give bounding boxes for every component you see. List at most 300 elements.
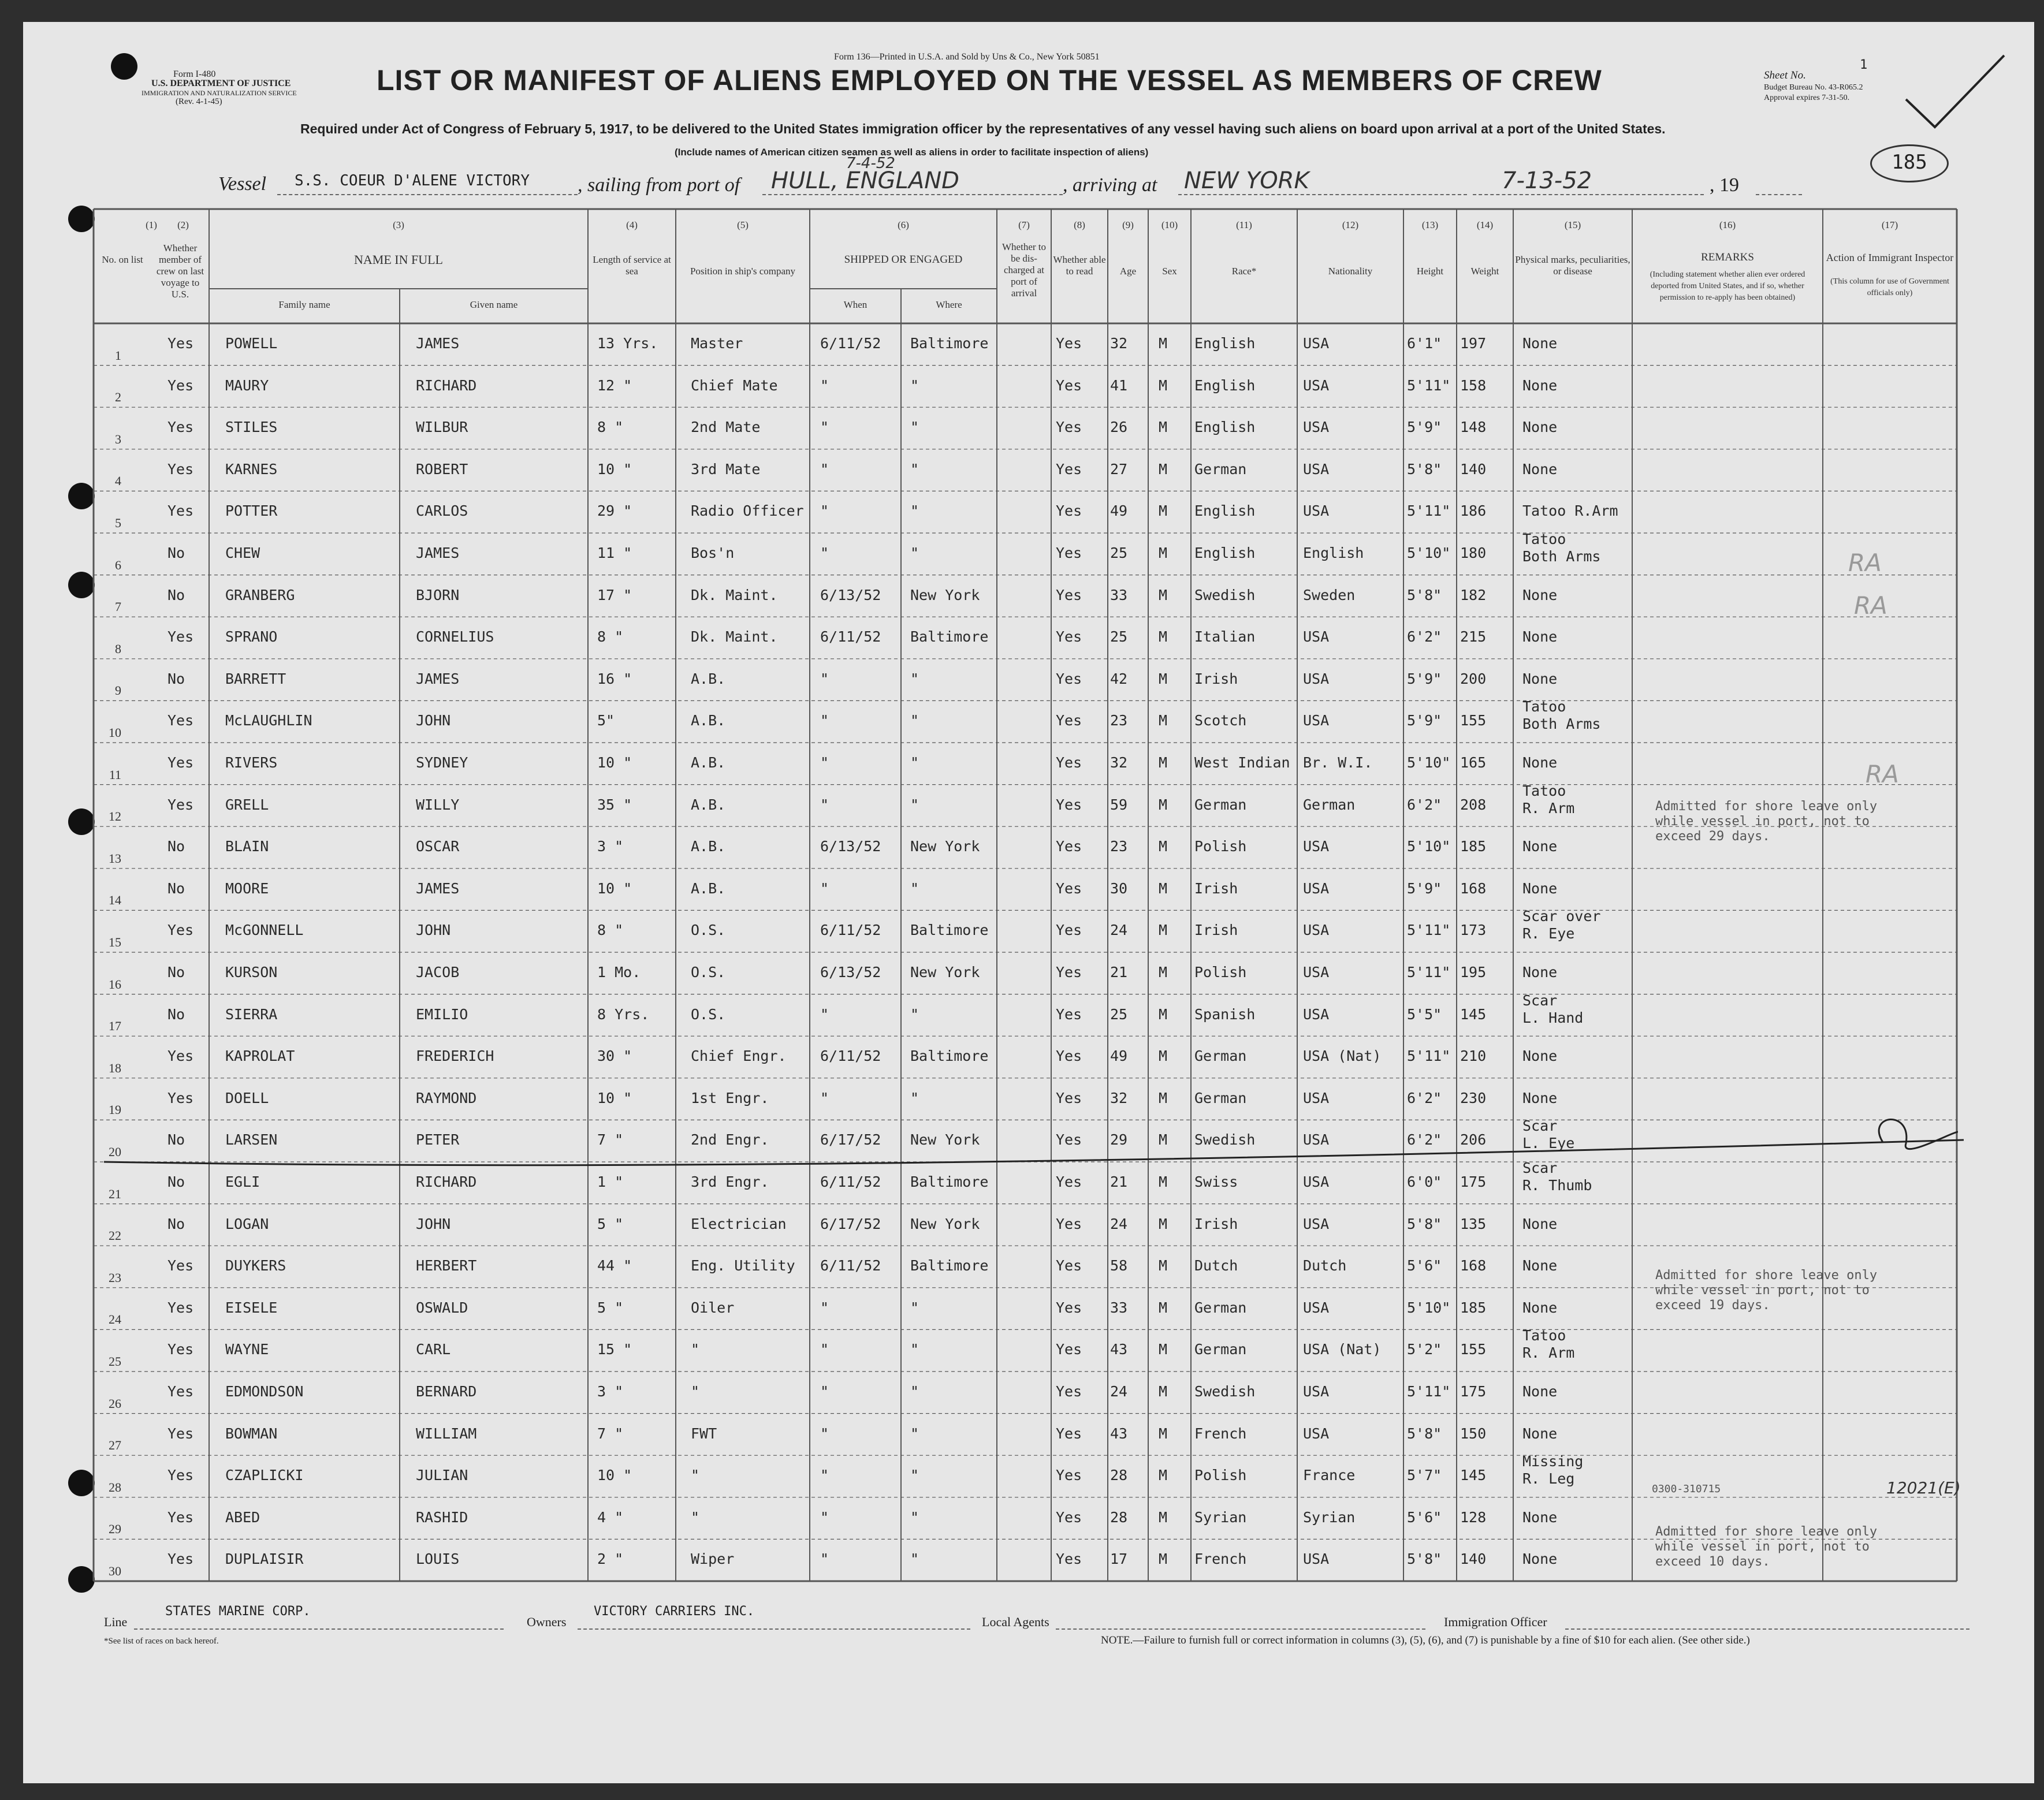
shipped-when-cell: " [820,754,829,771]
row-number: 19 [109,1102,121,1117]
physical-marks-cell: None [1522,1215,1558,1232]
given-name-cell: SYDNEY [416,754,468,771]
age-cell: 25 [1110,545,1128,561]
sex-cell: M [1159,838,1168,855]
prior-voyage-cell: Yes [167,628,194,646]
given-name-cell: JAMES [416,670,460,687]
shipped-where-cell: " [910,1299,919,1316]
race-cell: Italian [1194,628,1256,646]
height-cell: 5'11" [1407,377,1451,394]
age-cell: 28 [1110,1467,1128,1484]
age-cell: 27 [1110,460,1128,478]
age-cell: 49 [1110,502,1128,520]
remark-row-28-code: 0300-310715 [1652,1483,1721,1495]
header-able-to-read: Whether able to read [1053,254,1106,277]
height-cell: 5'6" [1407,1257,1442,1274]
able-to-read-cell: Yes [1056,586,1082,603]
sex-cell: M [1159,1131,1168,1149]
height-cell: 6'0" [1407,1173,1442,1190]
column-number: (16) [1719,219,1736,230]
initial-mark [1879,1119,1958,1149]
sex-cell: M [1159,1341,1168,1358]
sex-cell: M [1159,964,1168,981]
shipped-when-cell: 6/17/52 [820,1215,881,1232]
given-name-cell: JOHN [416,712,451,729]
able-to-read-cell: Yes [1056,1005,1082,1023]
given-name-cell: JAMES [416,545,460,561]
shipped-where-cell: " [910,1383,919,1400]
service-length-cell: 4 " [597,1508,624,1526]
prior-voyage-cell: No [167,838,185,855]
footer-line-value: STATES MARINE CORP. [165,1604,311,1619]
row-number: 22 [109,1228,121,1243]
nationality-cell: USA [1303,1425,1330,1442]
shipped-where-cell: " [910,670,919,687]
nationality-cell: Dutch [1303,1257,1347,1274]
able-to-read-cell: Yes [1056,1467,1082,1484]
budget-number: Budget Bureau No. 43-R065.2 [1764,83,1863,92]
able-to-read-cell: Yes [1056,838,1082,855]
shipped-where-cell: New York [910,964,980,981]
position-cell: 3rd Engr. [691,1173,769,1190]
sex-cell: M [1159,1467,1168,1484]
able-to-read-cell: Yes [1056,879,1082,897]
weight-cell: 168 [1460,879,1487,897]
footer-agents-underline [1056,1628,1425,1630]
shipped-when-cell: " [820,545,829,561]
service-length-cell: 1 Mo. [597,964,641,981]
age-cell: 43 [1110,1425,1128,1442]
able-to-read-cell: Yes [1056,1508,1082,1526]
weight-cell: 140 [1460,460,1487,478]
height-cell: 5'11" [1407,964,1451,981]
height-cell: 5'8" [1407,1425,1442,1442]
nationality-cell: USA (Nat) [1303,1048,1382,1065]
service-length-cell: 1 " [597,1173,624,1190]
physical-marks-cell: Scar [1522,1160,1558,1176]
family-name-cell: KURSON [225,964,278,981]
family-name-cell: CZAPLICKI [225,1467,304,1484]
shipped-where-cell: Baltimore [910,1048,989,1065]
age-cell: 33 [1110,586,1128,603]
physical-marks-cell: None [1522,628,1558,646]
shipped-where-cell: New York [910,1131,980,1149]
weight-cell: 145 [1460,1005,1487,1023]
family-name-cell: DOELL [225,1089,269,1106]
nationality-cell: USA [1303,335,1330,352]
shipped-when-cell: " [820,670,829,687]
family-name-cell: SPRANO [225,628,278,646]
able-to-read-cell: Yes [1056,1383,1082,1400]
shipped-where-cell: Baltimore [910,1257,989,1274]
age-cell: 24 [1110,1215,1128,1232]
nationality-cell: USA (Nat) [1303,1341,1382,1358]
nationality-cell: USA [1303,1383,1330,1400]
nationality-cell: USA [1303,712,1330,729]
height-cell: 5'10" [1407,838,1451,855]
action-mark-11: RA [1866,760,1899,788]
height-cell: 5'8" [1407,1551,1442,1568]
prior-voyage-cell: Yes [167,377,194,394]
vessel-label: Vessel [218,173,267,195]
shipped-when-cell: " [820,1425,829,1442]
row-number: 12 [109,809,121,824]
sex-cell: M [1159,1048,1168,1065]
prior-voyage-cell: Yes [167,1048,194,1065]
header-where: Where [936,299,962,310]
service-length-cell: 30 " [597,1048,632,1065]
shipped-when-cell: " [820,879,829,897]
physical-marks-cell: None [1522,879,1558,897]
given-name-cell: OSWALD [416,1299,468,1316]
position-cell: 2nd Mate [691,419,761,436]
shipped-when-cell: " [820,1551,829,1568]
prior-voyage-cell: Yes [167,1257,194,1274]
weight-cell: 208 [1460,796,1487,813]
family-name-cell: MOORE [225,879,269,897]
row-number: 21 [109,1186,121,1201]
remark-row-12: Admitted for shore leave only while vessel in port, not to exceed 29 days. [1655,799,1878,844]
prior-voyage-cell: No [167,879,185,897]
row-number: 17 [109,1019,121,1034]
nationality-cell: USA [1303,838,1330,855]
physical-marks-cell: Scar [1522,1117,1558,1135]
row-number: 14 [109,893,121,908]
age-cell: 24 [1110,922,1128,939]
shipped-where-cell: " [910,1551,919,1568]
able-to-read-cell: Yes [1056,1048,1082,1065]
position-cell: 1st Engr. [691,1089,769,1106]
family-name-cell: ABED [225,1508,260,1526]
height-cell: 6'2" [1407,628,1442,646]
column-number: (9) [1122,219,1134,230]
height-cell: 5'8" [1407,1215,1442,1232]
prior-voyage-cell: No [167,586,185,603]
prior-voyage-cell: No [167,670,185,687]
physical-marks-cell: None [1522,964,1558,981]
age-cell: 28 [1110,1508,1128,1526]
shipped-where-cell: " [910,1467,919,1484]
physical-marks-cell: Scar over [1522,908,1601,925]
family-name-cell: BARRETT [225,670,286,687]
header-given-name: Given name [470,299,518,310]
position-cell: FWT [691,1425,717,1442]
physical-marks-cell: Both Arms [1522,715,1601,733]
height-cell: 5'11" [1407,922,1451,939]
form-id-line: Form I-480 [173,69,216,79]
header-action: Action of Immigrant Inspector [1826,252,1954,263]
service-length-cell: 7 " [597,1131,624,1149]
penalty-note: NOTE.—Failure to furnish full or correct information in columns (3), (5), (6), and (7) is punishable by a fine of $10 for each alien. (See other side.) [1101,1634,1750,1646]
given-name-cell: FREDERICH [416,1048,494,1065]
remark-row-23: Admitted for shore leave only while vessel in port, not to exceed 19 days. [1655,1268,1878,1313]
able-to-read-cell: Yes [1056,628,1082,646]
row-number: 30 [109,1564,121,1578]
race-cell: Irish [1194,922,1238,939]
nationality-cell: USA [1303,964,1330,981]
physical-marks-cell: None [1522,838,1558,855]
position-cell: Oiler [691,1299,735,1316]
sex-cell: M [1159,1173,1168,1190]
weight-cell: 128 [1460,1508,1487,1526]
shipped-when-cell: " [820,1299,829,1316]
shipped-where-cell: Baltimore [910,922,989,939]
family-name-cell: EGLI [225,1173,260,1190]
nationality-cell: USA [1303,1131,1330,1149]
family-name-cell: GRANBERG [225,586,295,603]
row-number: 23 [109,1270,121,1285]
physical-marks-cell: Both Arms [1522,548,1601,565]
age-cell: 32 [1110,754,1128,771]
race-cell: German [1194,796,1247,813]
nationality-cell: USA [1303,1551,1330,1568]
position-cell: O.S. [691,964,726,981]
prior-voyage-cell: Yes [167,335,194,352]
able-to-read-cell: Yes [1056,712,1082,729]
sex-cell: M [1159,754,1168,771]
service-length-cell: 13 Yrs. [597,335,658,352]
row-number: 7 [115,599,121,614]
prior-voyage-cell: Yes [167,1425,194,1442]
prior-voyage-cell: Yes [167,419,194,436]
physical-marks-cell: None [1522,670,1558,687]
sex-cell: M [1159,1215,1168,1232]
family-name-cell: EISELE [225,1299,278,1316]
race-cell: Swiss [1194,1173,1238,1190]
column-number: (6) [898,219,909,230]
prior-voyage-cell: Yes [167,712,194,729]
position-cell: 2nd Engr. [691,1131,769,1149]
shipped-when-cell: 6/11/52 [820,1048,881,1065]
height-cell: 5'8" [1407,460,1442,478]
column-number: (3) [393,219,404,230]
age-cell: 58 [1110,1257,1128,1274]
sex-cell: M [1159,586,1168,603]
shipped-when-cell: 6/11/52 [820,922,881,939]
physical-marks-cell: None [1522,586,1558,603]
prior-voyage-cell: No [167,1215,185,1232]
printer-line: Form 136—Printed in U.S.A. and Sold by Uns & Co., New York 50851 [834,52,1100,62]
able-to-read-cell: Yes [1056,460,1082,478]
family-name-cell: SIERRA [225,1005,278,1023]
weight-cell: 206 [1460,1131,1487,1149]
weight-cell: 158 [1460,377,1487,394]
row-number: 11 [109,767,121,782]
weight-cell: 186 [1460,502,1487,520]
year-label: , 19 [1710,174,1739,196]
service-length-cell: 3 " [597,1383,624,1400]
row-number: 9 [115,683,121,698]
sex-cell: M [1159,796,1168,813]
header-no-on-list: No. on list [102,254,143,265]
height-cell: 5'2" [1407,1341,1442,1358]
race-cell: French [1194,1551,1247,1568]
row-number: 25 [109,1354,121,1369]
weight-cell: 197 [1460,335,1487,352]
sex-cell: M [1159,1089,1168,1106]
prior-voyage-cell: Yes [167,1508,194,1526]
sex-cell: M [1159,1257,1168,1274]
race-cell: German [1194,1089,1247,1106]
service-length-cell: 15 " [597,1341,632,1358]
given-name-cell: JOHN [416,1215,451,1232]
position-cell: Chief Mate [691,377,778,394]
age-cell: 32 [1110,335,1128,352]
service-length-cell: 3 " [597,838,624,855]
race-cell: English [1194,335,1256,352]
age-cell: 59 [1110,796,1128,813]
position-cell: Electrician [691,1215,787,1232]
shipped-where-cell: " [910,377,919,394]
row-number: 20 [109,1145,121,1159]
service-length-cell: 7 " [597,1425,624,1442]
shipped-where-cell: " [910,712,919,729]
height-cell: 5'9" [1407,879,1442,897]
service-length-cell: 44 " [597,1257,632,1274]
height-cell: 5'10" [1407,545,1451,561]
race-cell: Spanish [1194,1005,1256,1023]
able-to-read-cell: Yes [1056,377,1082,394]
row-number: 10 [109,725,121,740]
age-cell: 17 [1110,1551,1128,1568]
given-name-cell: EMILIO [416,1005,468,1023]
age-cell: 23 [1110,838,1128,855]
age-cell: 43 [1110,1341,1128,1358]
physical-marks-cell: None [1522,460,1558,478]
physical-marks-cell: L. Hand [1522,1009,1584,1026]
nationality-cell: USA [1303,670,1330,687]
approval-expiry: Approval expires 7-31-50. [1764,94,1850,102]
prior-voyage-cell: Yes [167,796,194,813]
races-footnote: *See list of races on back hereof. [104,1637,219,1646]
age-cell: 21 [1110,1173,1128,1190]
shipped-when-cell: " [820,502,829,520]
family-name-cell: EDMONDSON [225,1383,304,1400]
physical-marks-cell: None [1522,419,1558,436]
column-number: (2) [177,219,189,230]
nationality-cell: German [1303,796,1356,813]
shipped-when-cell: 6/13/52 [820,586,881,603]
given-name-cell: CARL [416,1341,451,1358]
height-cell: 5'11" [1407,1383,1451,1400]
position-cell: Master [691,335,743,352]
race-cell: Irish [1194,879,1238,897]
able-to-read-cell: Yes [1056,1299,1082,1316]
department-name: U.S. DEPARTMENT OF JUSTICE [151,79,291,88]
sex-cell: M [1159,545,1168,561]
header-nationality: Nationality [1328,266,1373,277]
shipped-when-cell: 6/11/52 [820,335,881,352]
shipped-when-cell: " [820,377,829,394]
given-name-cell: CARLOS [416,502,468,520]
footer-owners-label: Owners [527,1615,567,1629]
sex-cell: M [1159,670,1168,687]
given-name-cell: JULIAN [416,1467,468,1484]
column-number: (17) [1881,219,1898,230]
age-cell: 41 [1110,377,1128,394]
given-name-cell: RAYMOND [416,1089,477,1106]
able-to-read-cell: Yes [1056,419,1082,436]
sex-cell: M [1159,1005,1168,1023]
physical-marks-cell: R. Thumb [1522,1177,1592,1194]
position-cell: O.S. [691,922,726,939]
race-cell: French [1194,1425,1247,1442]
sex-cell: M [1159,377,1168,394]
shipped-when-cell: " [820,1341,829,1358]
height-cell: 5'8" [1407,586,1442,603]
family-name-cell: CHEW [225,545,260,561]
position-cell: " [691,1341,700,1358]
height-cell: 6'2" [1407,796,1442,813]
service-length-cell: 10 " [597,460,632,478]
prior-voyage-cell: Yes [167,460,194,478]
column-number: (5) [737,219,749,230]
shipped-where-cell: " [910,460,919,478]
able-to-read-cell: Yes [1056,754,1082,771]
sheet-label: Sheet No. [1764,69,1806,81]
header-remarks-note: (Including statement whether alien ever ordered deported from United States, and if so, whether permission to re-apply has been obtained) [1650,270,1805,302]
position-cell: A.B. [691,838,726,855]
nationality-cell: USA [1303,628,1330,646]
service-length-cell: 10 " [597,1467,632,1484]
given-name-cell: CORNELIUS [416,628,494,646]
height-cell: 5'9" [1407,712,1442,729]
shipped-where-cell: " [910,502,919,520]
strike-line-row-20 [104,1140,1964,1165]
height-cell: 5'7" [1407,1467,1442,1484]
sex-cell: M [1159,335,1168,352]
physical-marks-cell: R. Arm [1522,799,1575,817]
shipped-when-cell: " [820,1508,829,1526]
weight-cell: 210 [1460,1048,1487,1065]
service-length-cell: 8 " [597,628,624,646]
race-cell: Polish [1194,1467,1247,1484]
page-title: LIST OR MANIFEST OF ALIENS EMPLOYED ON THE VESSEL AS MEMBERS OF CREW [377,64,1602,96]
service-length-cell: 5 " [597,1215,624,1232]
position-cell: A.B. [691,796,726,813]
shipped-when-cell: 6/17/52 [820,1131,881,1149]
race-cell: German [1194,1341,1247,1358]
weight-cell: 148 [1460,419,1487,436]
prior-voyage-cell: Yes [167,1467,194,1484]
given-name-cell: JOHN [416,922,451,939]
weight-cell: 135 [1460,1215,1487,1232]
family-name-cell: GRELL [225,796,269,813]
nationality-cell: Br. W.I. [1303,754,1373,771]
sex-cell: M [1159,879,1168,897]
weight-cell: 230 [1460,1089,1487,1106]
nationality-cell: Syrian [1303,1508,1356,1526]
shipped-when-cell: 6/11/52 [820,628,881,646]
weight-cell: 175 [1460,1173,1487,1190]
row-number: 29 [109,1522,121,1537]
prior-voyage-cell: Yes [167,754,194,771]
arriving-label: , arriving at [1063,174,1157,196]
race-cell: English [1194,502,1256,520]
family-name-cell: POWELL [225,335,278,352]
weight-cell: 182 [1460,586,1487,603]
physical-marks-cell: None [1522,1257,1558,1274]
physical-marks-cell: L. Eye [1522,1135,1575,1152]
family-name-cell: BLAIN [225,838,269,855]
race-cell: German [1194,1048,1247,1065]
shipped-when-cell: 6/13/52 [820,964,881,981]
footer-line-underline [134,1628,504,1630]
race-cell: English [1194,377,1256,394]
age-cell: 25 [1110,628,1128,646]
row-number: 13 [109,851,121,866]
prior-voyage-cell: No [167,964,185,981]
